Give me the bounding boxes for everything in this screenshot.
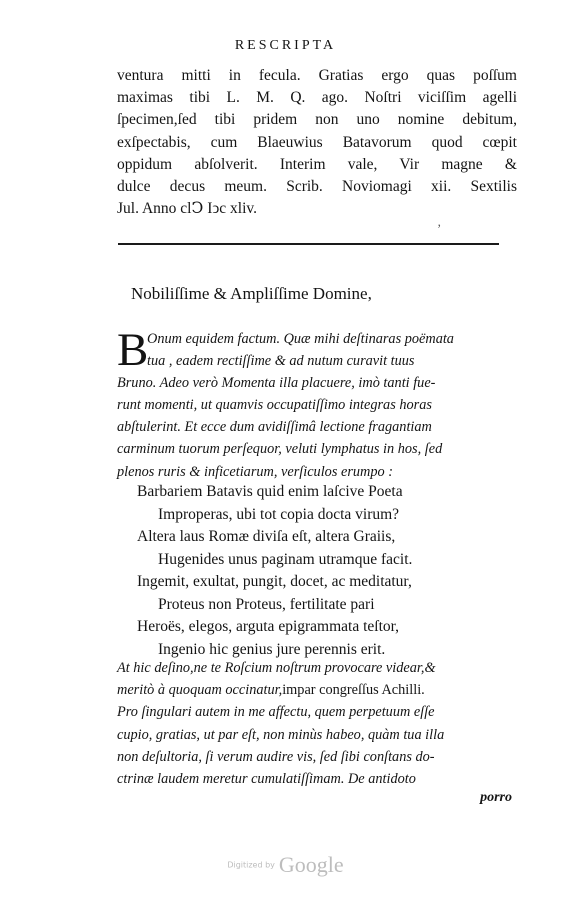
text-line: ſpecimen,ſed tibi pridem non uno nomine debitum, — [117, 111, 517, 129]
upright-fragment: impar congreſſus Achilli. — [282, 682, 425, 699]
text-line: Pro ſingulari autem in me affectu, quem perpetuum eſſe — [117, 704, 435, 721]
drop-cap: B — [117, 324, 149, 376]
text-line: Bruno. Adeo verò Momenta illa placuere, imò tanti fue- — [117, 375, 436, 392]
text-line: exſpectabis, cum Blaeuwius Batavorum quod cœpit — [117, 133, 517, 151]
running-header: RESCRIPTA — [234, 38, 337, 53]
catchword: porro — [480, 790, 512, 805]
text-line: dulce decus meum. Scrib. Noviomagi xii. Sextilis — [117, 178, 517, 196]
divider-rule — [118, 243, 499, 245]
poem — [137, 481, 412, 661]
tick-mark: ʼ — [437, 221, 442, 236]
text-line: At hic deſino,ne te Roſcium noſtrum provocare videar,& — [117, 660, 436, 676]
poem-line: Proteus non Proteus, fertilitate pari — [158, 595, 375, 613]
text-line: ctrinæ laudem meretur cumulatiſſimam. De antidoto — [117, 771, 416, 788]
text-line: runt momenti, ut quamvis occupatiſſimo integras horas — [117, 397, 432, 414]
text-line: oppidum abſolverit. Interim vale, Vir magne & — [117, 155, 517, 173]
letter-2-opening — [117, 324, 512, 483]
poem-line: Improperas, ubi tot copia docta virum? — [158, 505, 400, 523]
text-line: non deſultoria, ſi verum audire vis, ſed ſibi conſtans do- — [117, 748, 435, 765]
text-line: ventura mitti in fecula. Gratias ergo quas poſſum — [117, 67, 517, 84]
digitized-watermark — [0, 852, 571, 878]
text-line: tua , eadem rectiſſime & ad nutum curavit tuus — [147, 353, 415, 370]
text-fragment: meritò à quoquam occinatur, — [117, 682, 283, 699]
letter-2-closing — [117, 657, 512, 790]
text-line: Onum equidem factum. Quæ mihi deſtinaras poëmata — [147, 331, 454, 347]
poem-line: Ingemit, exultat, pungit, docet, ac meditatur, — [137, 573, 412, 590]
poem-line: Heroës, elegos, arguta epigrammata teſtor, — [137, 618, 400, 635]
poem-line: Hugenides unus paginam utramque facit. — [158, 550, 413, 568]
google-logo: Google — [278, 852, 344, 877]
text-line: maximas tibi L. M. Q. ago. Noſtri viciſſim agelli — [117, 89, 517, 107]
text-line: abſtulerint. Et ecce dum avidiſſimâ lectione fragantiam — [117, 419, 432, 436]
text-line: plenos ruris & inficetiarum, verſiculos erumpo : — [117, 463, 393, 480]
text-line: cupio, gratias, ut par eſt, non minùs habeo, quàm tua illa — [117, 726, 445, 743]
letter-1-text — [117, 65, 517, 220]
poem-line: Ingenio hic genius jure perennis erit. — [158, 640, 386, 658]
poem-line: Altera laus Romæ diviſa eſt, altera Graiis, — [137, 528, 396, 545]
watermark-prefix: Digitized by — [227, 860, 275, 870]
salutation: Nobiliſſime & Ampliſſime Domine, — [131, 284, 372, 303]
date-line: Jul. Anno clↃ Iↄc xliv. — [117, 200, 257, 218]
text-line: carminum tuorum perſequor, veluti lymphatus in hos, ſed — [117, 441, 443, 458]
poem-line: Barbariem Batavis quid enim laſcive Poeta — [137, 483, 403, 500]
text-line — [117, 679, 512, 701]
